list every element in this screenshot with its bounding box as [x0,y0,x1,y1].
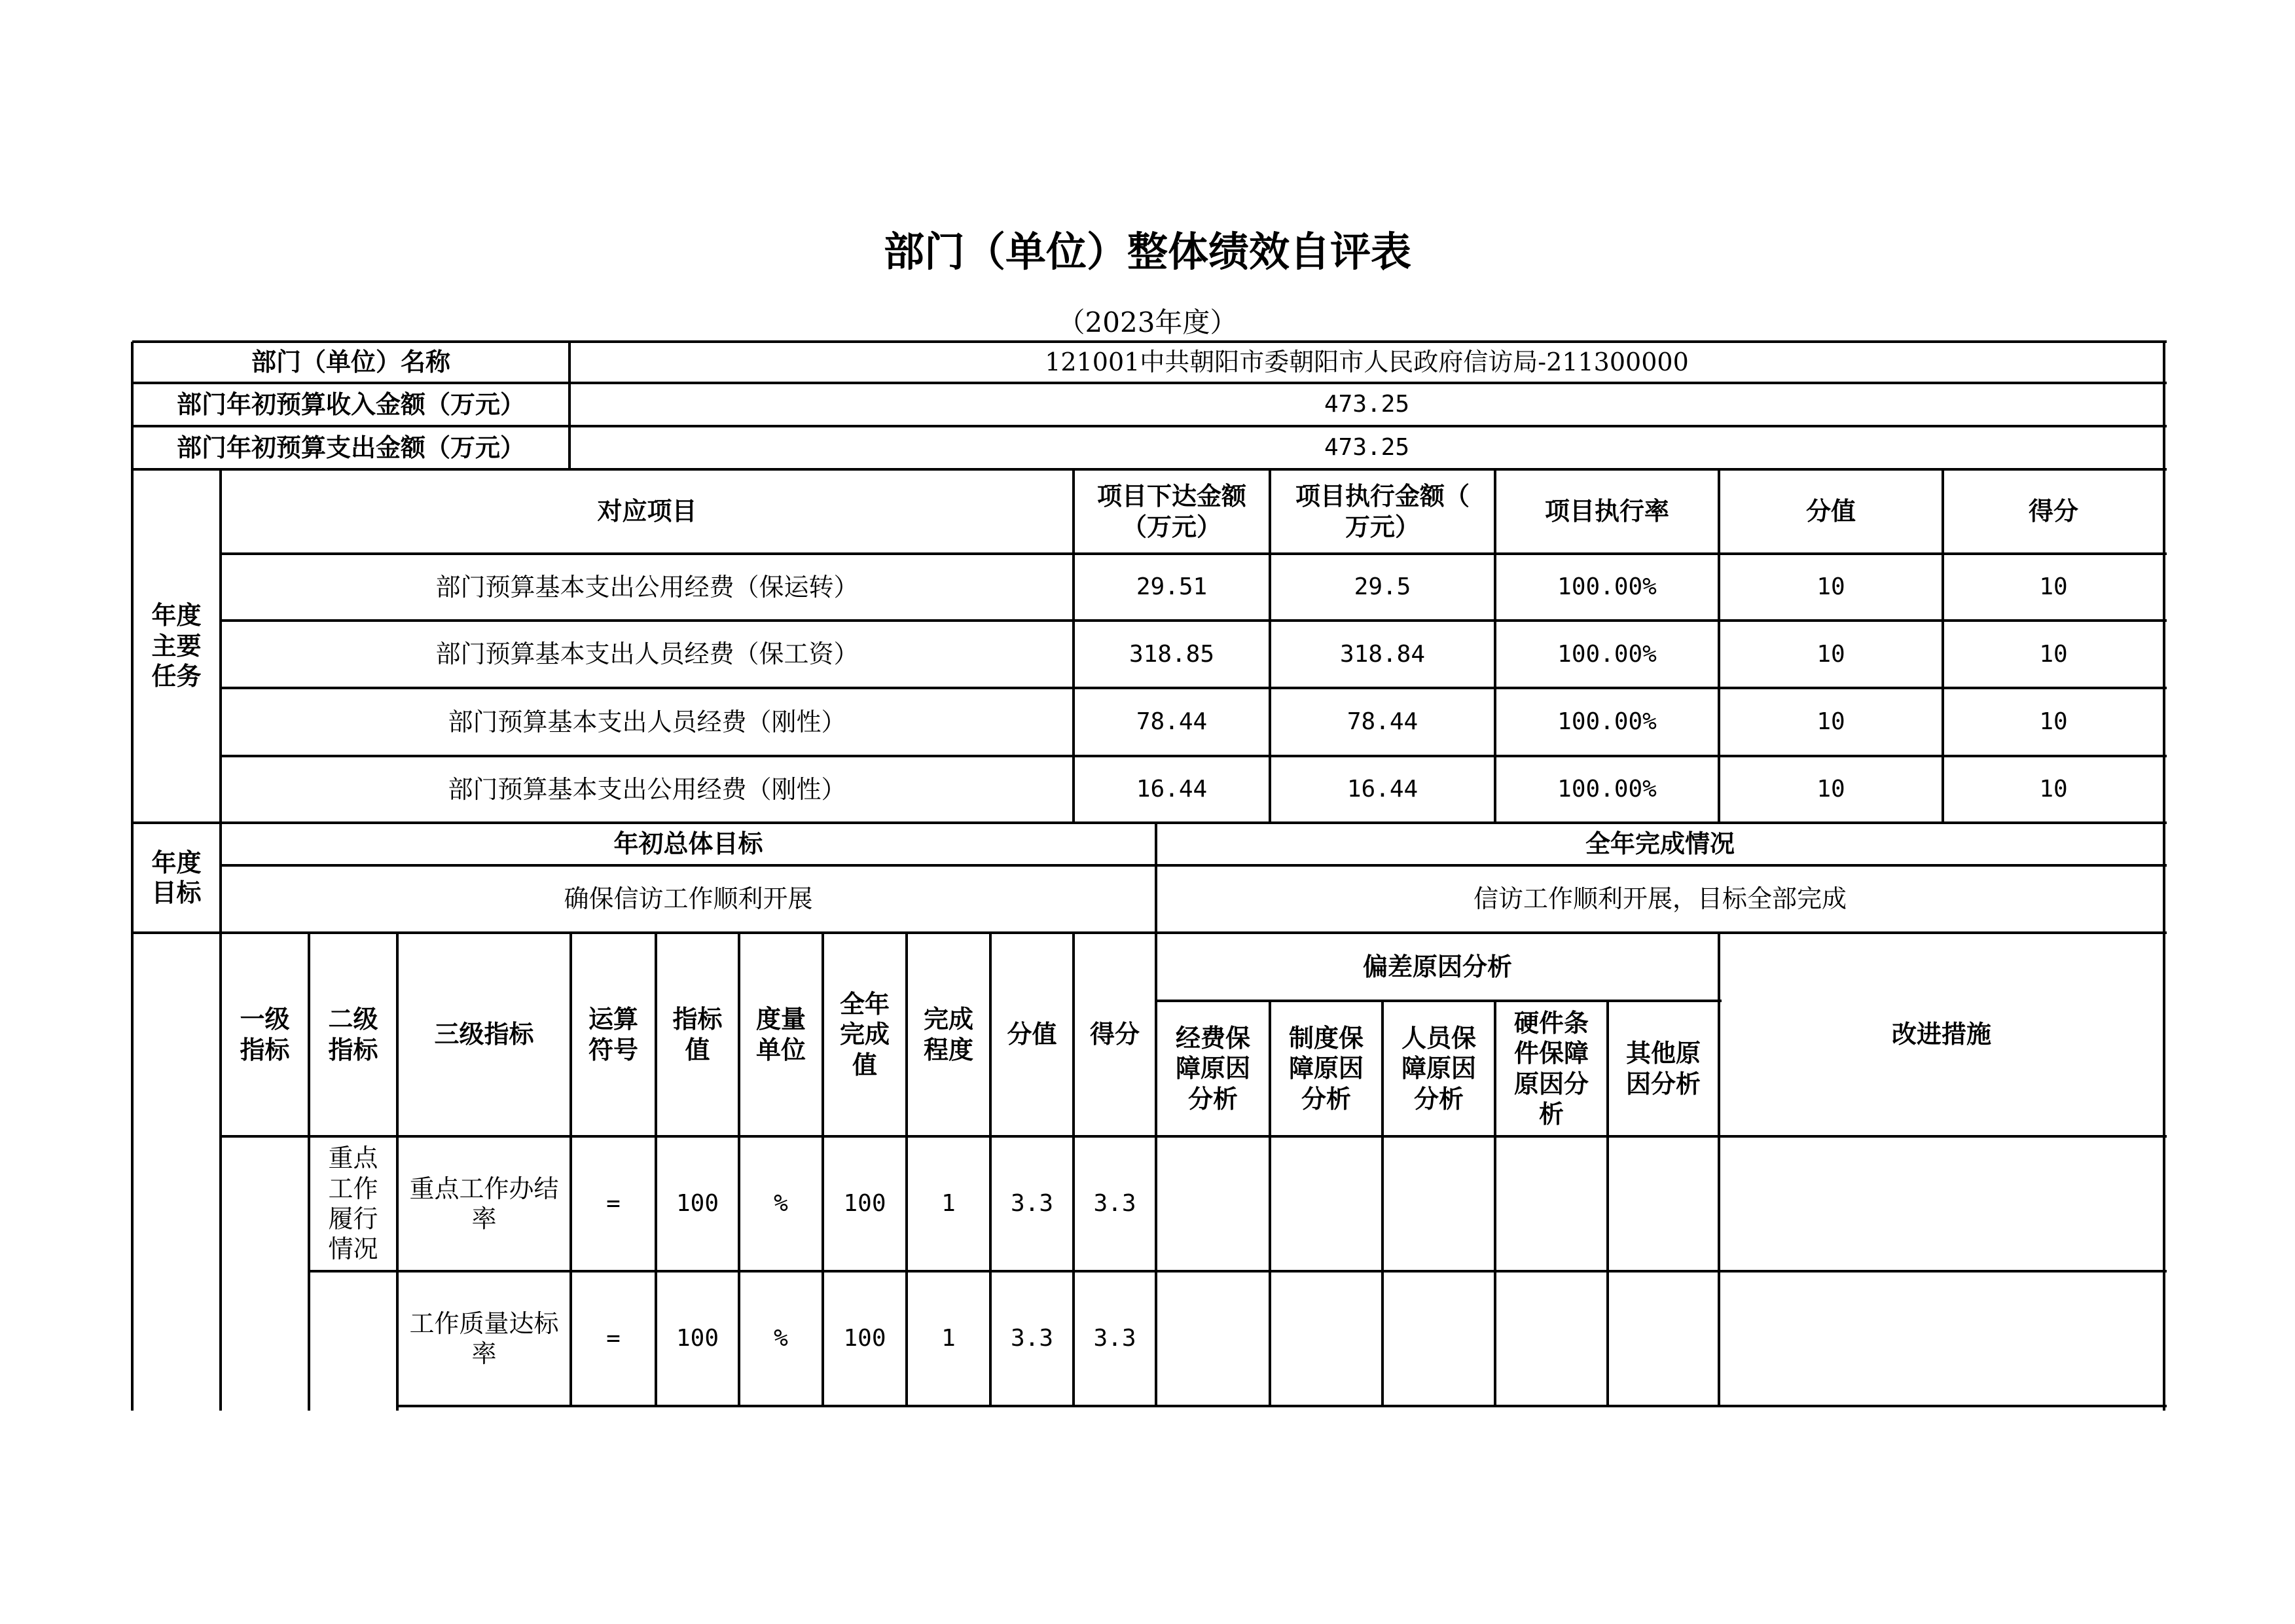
task-item-name: 部门预算基本支出公用经费（刚性） [448,774,846,804]
task-row-cell: 100.00% [1557,776,1657,803]
task-row-cell: 100.00% [1557,573,1657,601]
indicator-degree: 1 [941,1325,956,1352]
deviation-col-other: 其他原 因分析 [1625,1039,1701,1098]
task-row-cell: 29.51 [1136,573,1208,601]
indicator-level3: 重点工作办结 率 [409,1174,559,1233]
tasks-col-header: 分值 [1805,497,1856,526]
task-row-cell: 10 [2039,776,2068,803]
tasks-col-header: 得分 [2028,497,2078,526]
goals-section-label: 年度 目标 [151,848,202,907]
goal-complete-header: 全年完成情况 [1585,829,1735,859]
indicator-col-header-level1: 一级 指标 [240,1005,290,1064]
indicator-col-header-degree: 完成 程度 [923,1005,973,1064]
indicator-score: 3.3 [1010,1190,1054,1218]
task-item-name: 部门预算基本支出人员经费（保工资） [435,640,859,669]
indicator-score: 3.3 [1010,1325,1054,1352]
indicator-annual: 100 [843,1190,886,1218]
dept-name-value: 121001中共朝阳市委朝阳市人民政府信访局-211300000 [1045,348,1689,377]
indicator-operator: = [606,1190,621,1218]
task-item-name: 部门预算基本支出人员经费（刚性） [448,707,846,736]
indicator-got: 3.3 [1093,1190,1136,1218]
indicator-annual: 100 [843,1325,886,1352]
page-title: 部门（单位）整体绩效自评表 [883,228,1411,276]
level2-indicator-label: 重点 工作 履行 情况 [328,1144,378,1264]
indicator-unit: % [774,1325,788,1352]
task-row-cell: 10 [2039,708,2068,736]
indicator-operator: = [606,1325,621,1352]
indicator-degree: 1 [941,1190,956,1218]
expense-value: 473.25 [1324,434,1410,461]
income-value: 473.25 [1324,391,1410,418]
task-row-cell: 16.44 [1346,776,1419,803]
indicator-target: 100 [676,1325,719,1352]
table-rule [1269,1136,1271,1406]
deviation-col-funding: 经费保 障原因 分析 [1175,1023,1250,1113]
tasks-col-header: 项目执行率 [1544,497,1669,526]
task-row-cell: 29.5 [1354,573,1411,601]
task-row-cell: 10 [1816,640,1845,668]
deviation-col-system: 制度保 障原因 分析 [1288,1023,1364,1113]
indicator-level3: 工作质量达标 率 [409,1308,559,1368]
tasks-section-label: 年度 主要 任务 [151,601,202,691]
expense-label: 部门年初预算支出金额（万元） [176,433,525,462]
deviation-header: 偏差原因分析 [1362,952,1512,981]
tasks-col-header: 项目下达金额 （万元） [1096,482,1246,541]
indicator-col-header-unit: 度量 单位 [755,1005,806,1064]
table-rule [1381,1136,1384,1406]
table-rule [1718,1136,1720,1406]
dept-name-label: 部门（单位）名称 [251,348,450,377]
indicator-col-header-got: 得分 [1089,1020,1140,1049]
table-rule [1494,1136,1496,1406]
indicator-col-header-level2: 二级 指标 [328,1005,378,1064]
indicator-target: 100 [676,1190,719,1218]
table-rule [1606,1136,1609,1406]
task-row-cell: 100.00% [1557,708,1657,736]
indicator-col-header-annual: 全年 完成 值 [839,989,890,1079]
task-row-cell: 10 [1816,573,1845,601]
indicator-col-header-target: 指标 值 [672,1005,723,1064]
task-row-cell: 318.85 [1129,640,1215,668]
task-item-name: 部门预算基本支出公用经费（保运转） [435,572,859,602]
income-label: 部门年初预算收入金额（万元） [176,389,525,419]
task-row-cell: 10 [1816,776,1845,803]
tasks-col-header: 对应项目 [597,497,697,526]
task-row-cell: 78.44 [1136,708,1208,736]
indicator-col-header-operator: 运算 符号 [588,1005,638,1064]
page-subtitle: （2023年度） [1057,306,1238,338]
task-row-cell: 10 [2039,573,2068,601]
indicator-unit: % [774,1190,788,1218]
goal-initial-header: 年初总体目标 [613,829,763,859]
improve-header: 改进措施 [1891,1020,1991,1049]
indicator-col-header-score: 分值 [1007,1020,1057,1049]
indicator-got: 3.3 [1093,1325,1136,1352]
task-row-cell: 318.84 [1339,640,1426,668]
task-row-cell: 16.44 [1136,776,1208,803]
goal-complete-value: 信访工作顺利开展，目标全部完成 [1473,884,1847,914]
task-row-cell: 100.00% [1557,640,1657,668]
deviation-col-staff: 人员保 障原因 分析 [1401,1023,1476,1113]
task-row-cell: 10 [2039,640,2068,668]
goal-initial-value: 确保信访工作顺利开展 [564,884,813,914]
task-row-cell: 78.44 [1346,708,1419,736]
tasks-col-header: 项目执行金额（ 万元） [1295,482,1470,541]
deviation-col-hardware: 硬件条 件保障 原因分 析 [1513,1008,1589,1128]
task-row-cell: 10 [1816,708,1845,736]
indicator-col-header-level3: 三级指标 [434,1020,534,1049]
